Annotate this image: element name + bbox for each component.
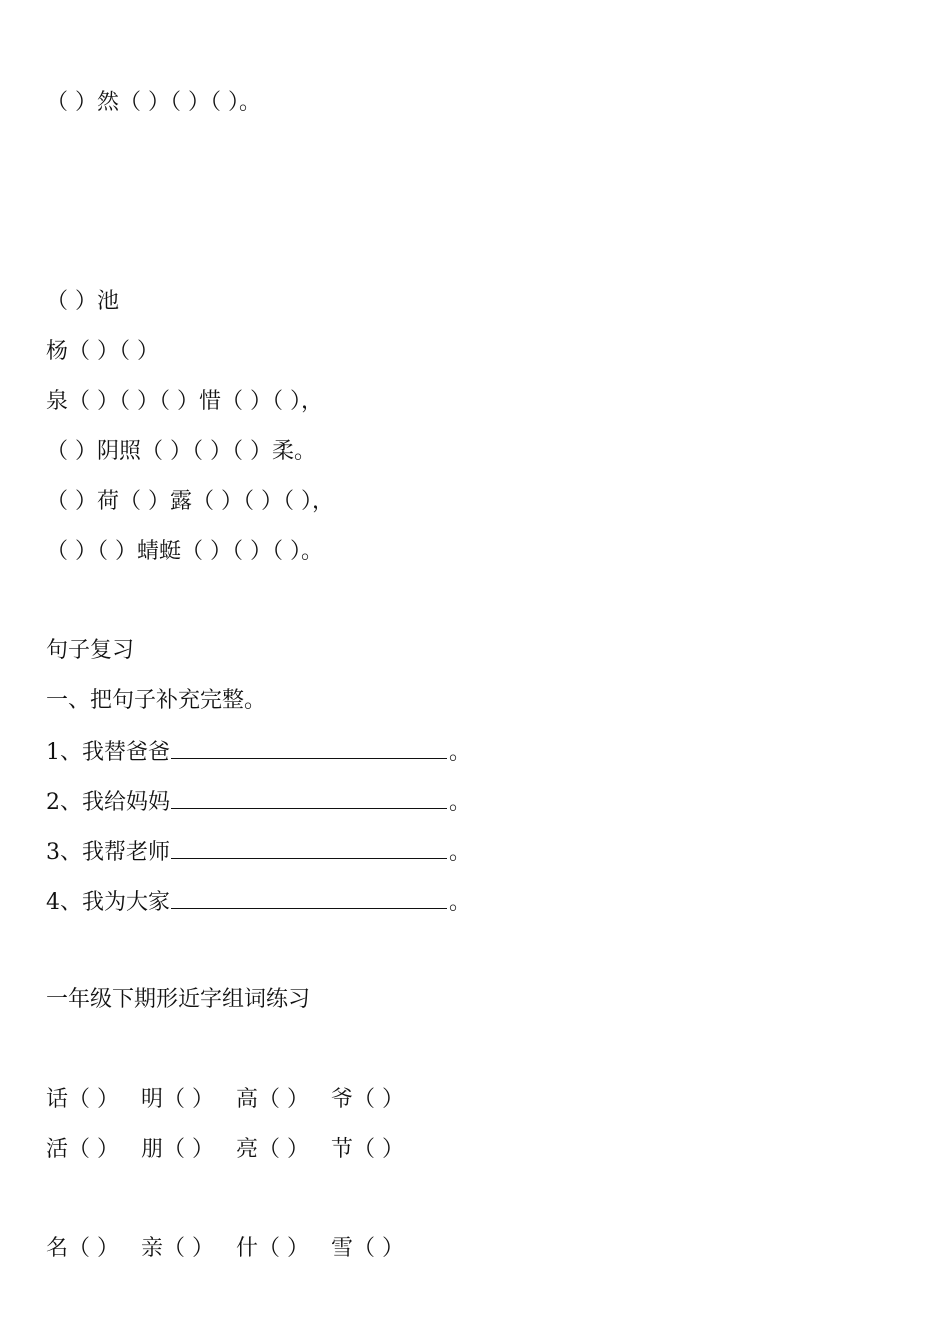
- sentence-item-suffix: 。: [449, 840, 472, 865]
- sentence-item-2: [46, 786, 471, 818]
- word-cell: 亮（ ）: [236, 1137, 309, 1162]
- sentence-item-1: [46, 736, 471, 768]
- poem2-line-5: （ ）荷（ ）露（ ）（ ）（ ），: [46, 489, 334, 514]
- similar-chars-heading: 一年级下期形近字组词练习: [46, 987, 311, 1012]
- sentence-item-prefix: 3、我帮老师: [46, 840, 170, 865]
- poem2-line-4: （ ）阴照（ ）（ ）（ ）柔。: [46, 439, 316, 464]
- sentence-item-prefix: 1、我替爸爸: [46, 740, 170, 765]
- sentence-item-suffix: 。: [449, 890, 472, 915]
- sentence-item-prefix: 2、我给妈妈: [46, 790, 170, 815]
- word-cell: 爷（ ）: [331, 1087, 404, 1112]
- similar-chars-row-3: [46, 1234, 426, 1264]
- fill-blank-line[interactable]: [171, 736, 447, 759]
- word-cell: 雪（ ）: [331, 1236, 404, 1261]
- fill-blank-line[interactable]: [171, 886, 447, 909]
- word-cell: 活（ ）: [46, 1137, 119, 1162]
- word-cell: 话（ ）: [46, 1087, 119, 1112]
- sentence-review-instruction: 一、把句子补充完整。: [46, 688, 267, 713]
- word-cell: 明（ ）: [141, 1087, 214, 1112]
- sentence-item-suffix: 。: [449, 740, 472, 765]
- poem2-line-2: 杨（ ）（ ）: [46, 339, 159, 364]
- sentence-item-prefix: 4、我为大家: [46, 890, 170, 915]
- poem2-line-6: （ ）（ ）蜻蜓（ ）（ ）（ ）。: [46, 539, 323, 564]
- sentence-item-3: [46, 836, 471, 868]
- word-cell: 亲（ ）: [141, 1236, 214, 1261]
- sentence-item-4: [46, 886, 471, 918]
- poem1-line: （ ）然（ ）（ ）（ ）。: [46, 90, 261, 115]
- sentence-review-heading: 句子复习: [46, 638, 135, 663]
- word-cell: 高（ ）: [236, 1087, 309, 1112]
- similar-chars-row-1: [46, 1085, 426, 1115]
- sentence-item-suffix: 。: [449, 790, 472, 815]
- poem2-line-1: （ ）池: [46, 289, 119, 314]
- fill-blank-line[interactable]: [171, 786, 447, 809]
- word-cell: 节（ ）: [331, 1137, 404, 1162]
- poem2-line-3: 泉（ ）（ ）（ ）惜（ ）（ ），: [46, 389, 323, 414]
- word-cell: 名（ ）: [46, 1236, 119, 1261]
- word-cell: 朋（ ）: [141, 1137, 214, 1162]
- similar-chars-row-2: [46, 1135, 426, 1165]
- fill-blank-line[interactable]: [171, 836, 447, 859]
- word-cell: 什（ ）: [236, 1236, 309, 1261]
